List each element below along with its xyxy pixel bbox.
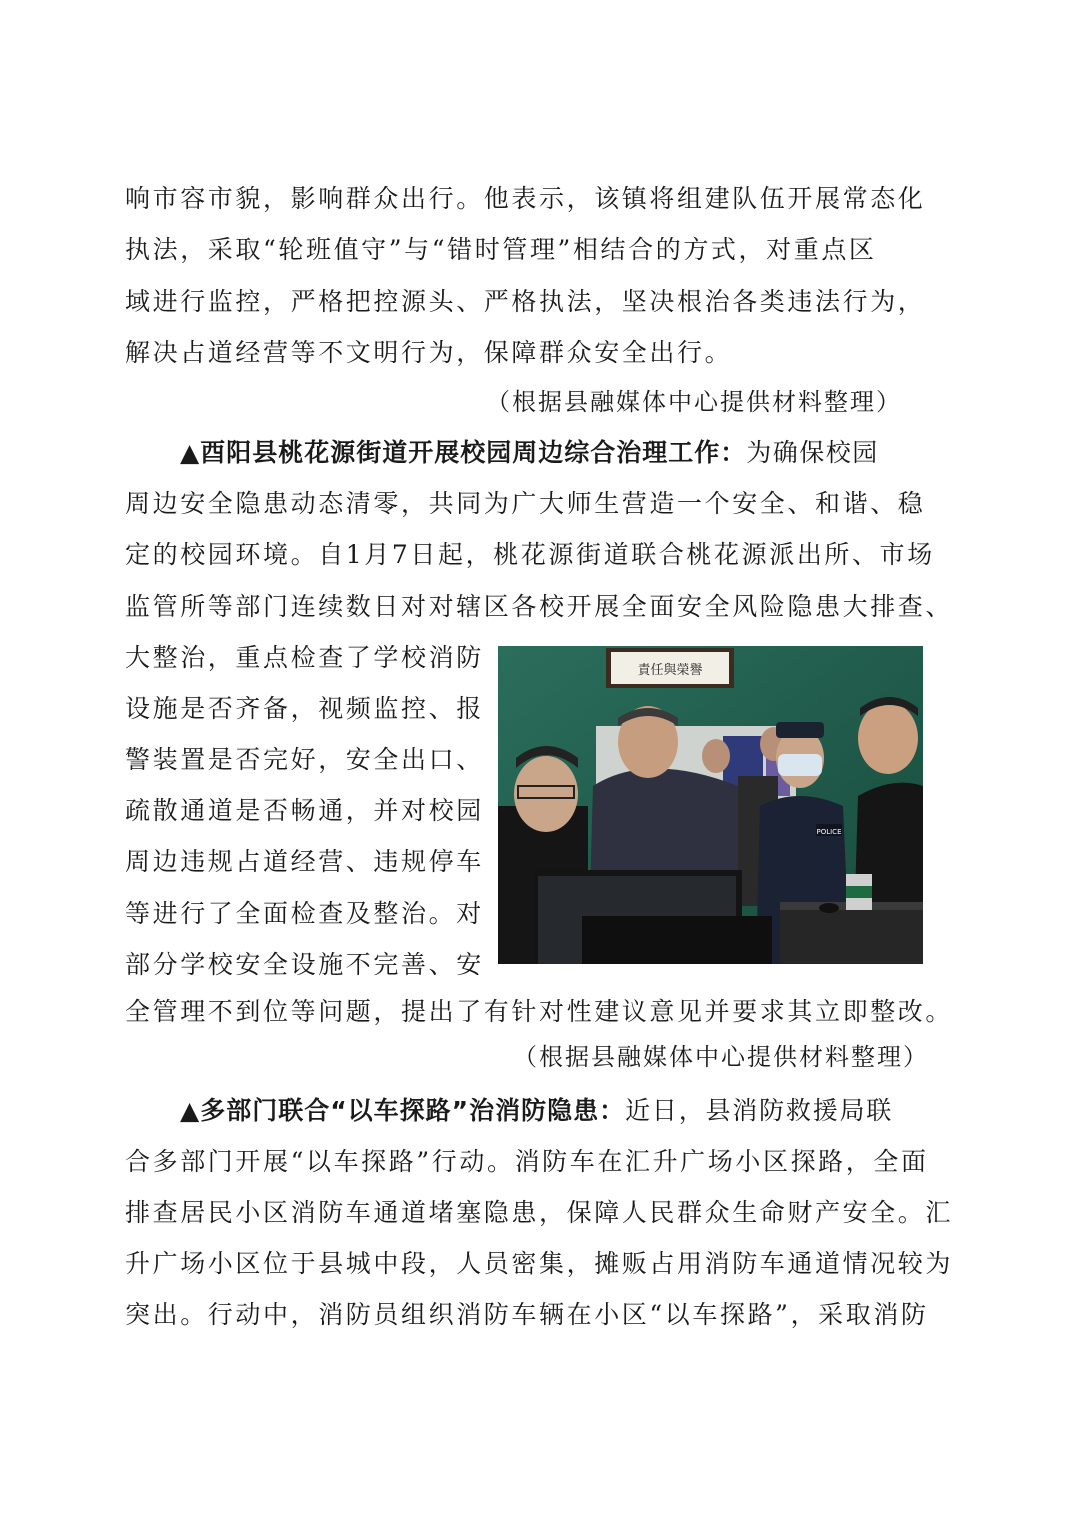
paragraph-line: 响市容市貌，影响群众出行。他表示，该镇将组建队伍开展常态化 — [125, 184, 926, 213]
news-heading: ▲酉阳县桃花源街道开展校园周边综合治理工作： — [180, 438, 747, 467]
wrapped-line: 部分学校安全设施不完善、安 — [125, 950, 484, 979]
paragraph-line: 排查居民小区消防车通道堵塞隐患，保障人民群众生命财产安全。汇 — [125, 1198, 954, 1227]
paragraph-line: 周边安全隐患动态清零，共同为广大师生营造一个安全、和谐、稳 — [125, 489, 926, 518]
paragraph-line: 定的校园环境。自1月7日起，桃花源街道联合桃花源派出所、市场 — [125, 540, 935, 569]
source-note: （根据县融媒体中心提供材料整理） — [486, 388, 902, 416]
heading-trailing-text: 为确保校园 — [746, 438, 879, 467]
heading-trailing-text: 近日，县消防救援局联 — [625, 1096, 894, 1125]
source-note: （根据县融媒体中心提供材料整理） — [513, 1043, 929, 1071]
news-heading: ▲多部门联合“以车探路”治消防隐患： — [180, 1096, 626, 1125]
paragraph-line — [180, 436, 879, 470]
paragraph-line: 域进行监控，严格把控源头、严格执法，坚决根治各类违法行为， — [125, 287, 926, 316]
paragraph-line: 解决占道经营等不文明行为，保障群众安全出行。 — [125, 338, 733, 367]
paragraph-line: 升广场小区位于县城中段，人员密集，摊贩占用消防车通道情况较为 — [125, 1249, 954, 1278]
paragraph-line — [180, 1094, 893, 1128]
wrapped-line: 周边违规占道经营、违规停车 — [125, 847, 484, 876]
wrapped-line: 疏散通道是否畅通，并对校园 — [125, 796, 484, 825]
plaque-text: 責任與榮譽 — [637, 663, 703, 678]
paragraph-line: 合多部门开展“以车探路”行动。消防车在汇升广场小区探路，全面 — [125, 1147, 929, 1176]
news-photo — [498, 646, 923, 964]
paragraph-line: 全管理不到位等问题，提出了有针对性建议意见并要求其立即整改。 — [125, 997, 954, 1026]
wrapped-line: 大整治，重点检查了学校消防 — [125, 643, 484, 672]
wrapped-line: 设施是否齐备，视频监控、报 — [125, 694, 484, 723]
paragraph-line: 执法，采取“轮班值守”与“错时管理”相结合的方式，对重点区 — [125, 235, 877, 264]
wrapped-line: 警装置是否完好，安全出口、 — [125, 745, 484, 774]
paragraph-line: 突出。行动中，消防员组织消防车辆在小区“以车探路”，采取消防 — [125, 1300, 929, 1329]
police-badge: POLICE — [816, 828, 842, 836]
paragraph-line: 监管所等部门连续数日对对辖区各校开展全面安全风险隐患大排查、 — [125, 592, 954, 621]
wrapped-line: 等进行了全面检查及整治。对 — [125, 899, 484, 928]
